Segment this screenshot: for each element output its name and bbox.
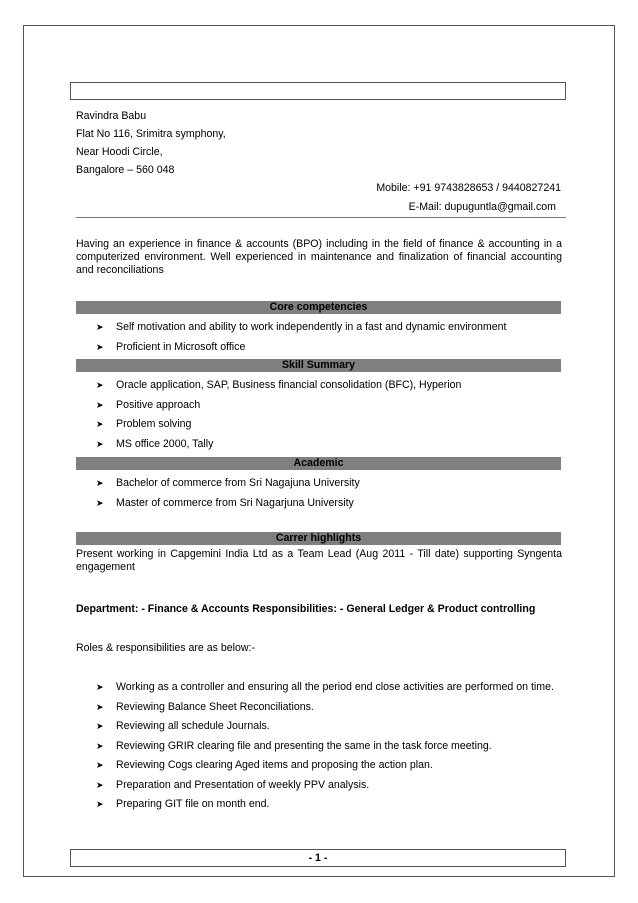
arrow-bullet-icon: ➤ <box>96 740 104 751</box>
core-competencies-heading: Core competencies <box>76 301 561 314</box>
email-address: E-Mail: dupuguntla@gmail.com <box>408 201 556 213</box>
arrow-bullet-icon: ➤ <box>96 438 104 449</box>
arrow-bullet-icon: ➤ <box>96 701 104 712</box>
address-line-3: Bangalore – 560 048 <box>76 164 175 176</box>
academic-heading: Academic <box>76 457 561 470</box>
roles-heading: Roles & responsibilities are as below:- <box>76 642 255 654</box>
summary-paragraph: Having an experience in finance & accounts (BPO) including in the field of finance & accounting in a computerized environment. Well experienced in maintenance and finalization of financial accounting and reconciliations <box>76 238 562 276</box>
arrow-bullet-icon: ➤ <box>96 380 104 390</box>
arrow-bullet-icon: ➤ <box>96 799 104 809</box>
arrow-bullet-icon: ➤ <box>96 341 104 352</box>
arrow-bullet-icon: ➤ <box>96 760 104 770</box>
career-highlights-heading: Carrer highlights <box>76 532 561 545</box>
header-box <box>70 82 566 100</box>
page-number: - 1 - <box>308 852 328 864</box>
contact-divider <box>76 217 566 218</box>
address-line-2: Near Hoodi Circle, <box>76 146 163 158</box>
arrow-bullet-icon: ➤ <box>96 322 104 332</box>
arrow-bullet-icon: ➤ <box>96 779 104 790</box>
mobile-number: Mobile: +91 9743828653 / 9440827241 <box>376 182 561 194</box>
arrow-bullet-icon: ➤ <box>96 682 104 692</box>
career-intro: Present working in Capgemini India Ltd as a Team Lead (Aug 2011 - Till date) supporting Syngenta engagement <box>76 548 562 573</box>
footer-box <box>70 849 566 867</box>
department-line: Department: - Finance & Accounts Responsibilities: - General Ledger & Product controlling <box>76 603 536 615</box>
arrow-bullet-icon: ➤ <box>96 721 104 731</box>
arrow-bullet-icon: ➤ <box>96 419 104 429</box>
arrow-bullet-icon: ➤ <box>96 399 104 410</box>
contact-name: Ravindra Babu <box>76 110 147 122</box>
arrow-bullet-icon: ➤ <box>96 497 104 508</box>
address-line-1: Flat No 116, Srimitra symphony, <box>76 128 226 140</box>
skill-summary-heading: Skill Summary <box>76 359 561 372</box>
arrow-bullet-icon: ➤ <box>96 478 104 488</box>
